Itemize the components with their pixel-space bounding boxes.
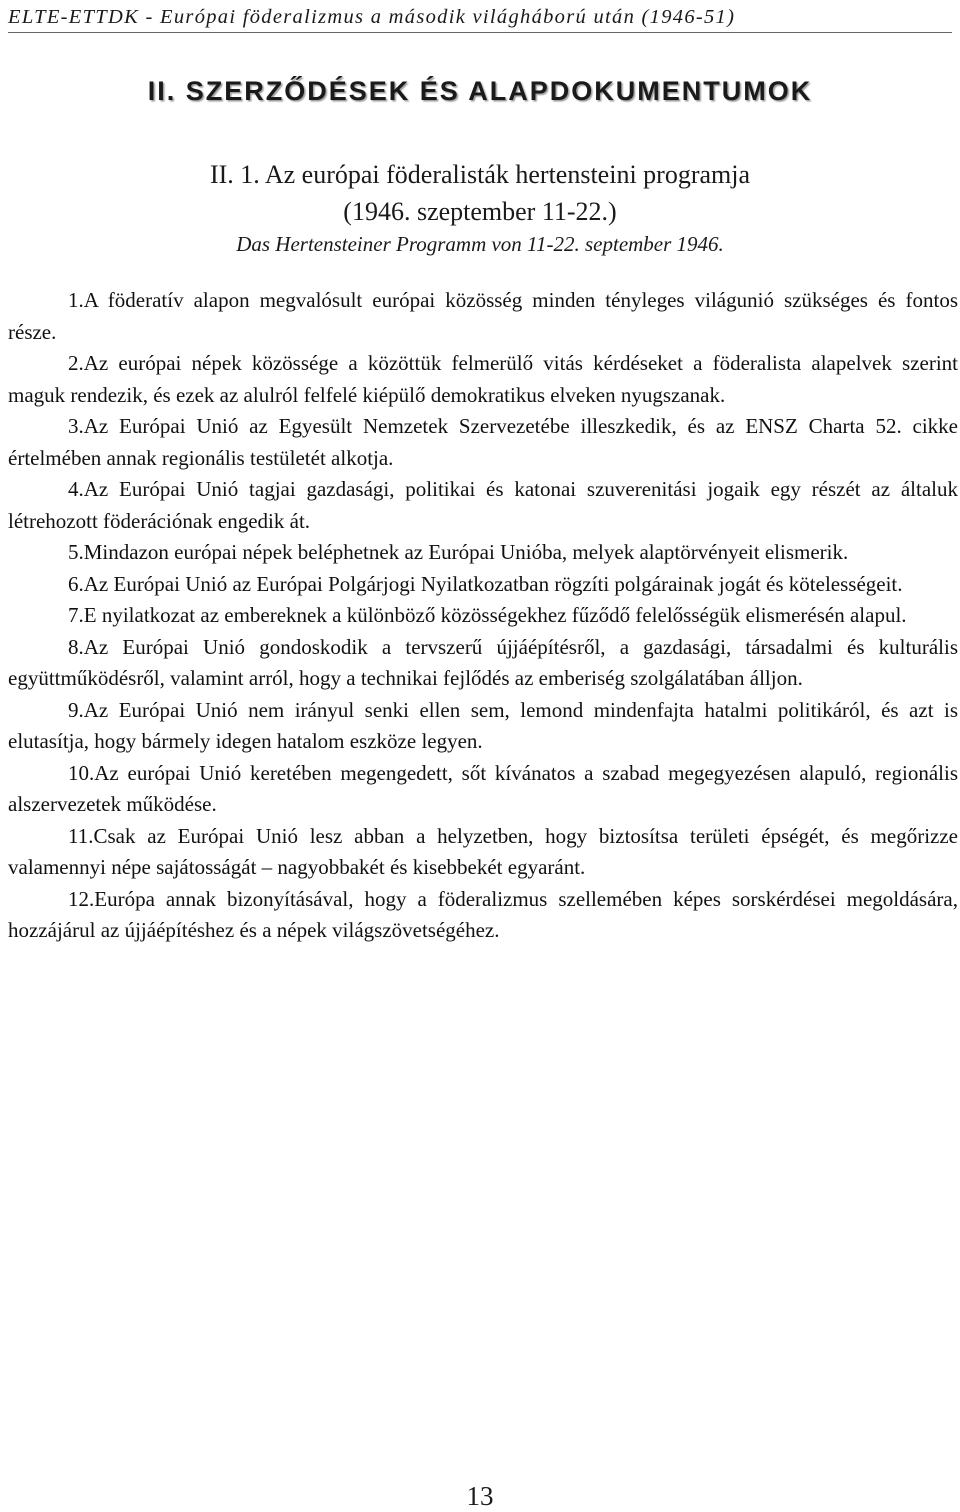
article-number: 11. [68,823,94,848]
article-10 [8,758,958,821]
article-9 [8,695,958,758]
article-text: Európa annak bizonyításával, hogy a föderalizmus szellemében képes sorskérdései megoldására, hozzájárul az újjáépítéshez és a népek világszövetségéhez. [8,886,958,942]
article-text: E nyilatkozat az embereknek a különböző közösségekhez fűződő felelősségük elismerésén alapul. [83,603,907,627]
article-7 [8,600,958,632]
article-text: Az európai népek közössége a közöttük felmerülő vitás kérdéseket a föderalista alapelvek szerint maguk rendezik, és ezek az alulról felfelé kiépülő demokratikus elveken nyugszanak. [8,351,958,407]
article-number: 10. [68,760,95,785]
article-6 [8,569,958,601]
article-text: Az Európai Unió az Egyesült Nemzetek Szervezetébe illeszkedik, és az ENSZ Charta 52. cikke értelmében annak regionális testületét alkotja. [8,414,958,470]
article-number: 8. [68,634,84,659]
article-text: Az európai Unió keretében megengedett, sőt kívánatos a szabad megegyezésen alapuló, regionális alszervezetek működése. [8,760,958,816]
article-number: 2. [68,351,84,375]
article-text: Mindazon európai népek beléphetnek az Európai Unióba, melyek alaptörvényeit elismerik. [83,540,849,564]
article-number: 7. [68,603,84,627]
article-4 [8,474,958,537]
article-text: Csak az Európai Unió lesz abban a helyzetben, hogy biztosítsa területi épségét, és megőrizze valamennyi népe sajátosságát – nagyobbakét és kisebbekét egyaránt. [8,823,958,879]
running-header: ELTE-ETTDK - Európai föderalizmus a második világháború után (1946-51) [8,2,952,33]
document-title-line-2: (1946. szeptember 11-22.) [343,197,617,226]
article-number: 12. [68,886,95,911]
page-number: 13 [466,1481,494,1511]
article-number: 5. [68,540,84,564]
document-title-line-1: II. 1. Az európai föderalisták hertensteini programja [209,160,751,189]
article-8 [8,632,958,695]
article-list [8,285,958,947]
article-2 [8,348,958,411]
article-number: 1. [68,288,84,312]
article-text: Az Európai Unió az Európai Polgárjogi Nyilatkozatban rögzíti polgárainak jogát és kötelességeit. [83,571,903,596]
article-12 [8,884,958,947]
document-subtitle: Das Hertensteiner Programm von 11-22. september 1946. [236,232,724,256]
article-text: Az Európai Unió tagjai gazdasági, politikai és katonai szuverenitási jogaik egy részét az általuk létrehozott föderációnak engedik át. [8,477,958,533]
article-1 [8,285,958,348]
article-text: Az Európai Unió nem irányul senki ellen sem, lemond mindenfajta hatalmi politikáról, és azt is elutasítja, hogy bármely idegen hatalom eszköze legyen. [8,697,958,753]
article-5 [8,537,958,569]
article-text: A föderatív alapon megvalósult európai közösség minden tényleges világunió szükséges és fontos része. [8,288,958,344]
article-number: 6. [68,571,84,596]
section-title: II. SZERZŐDÉSEK ÉS ALAPDOKUMENTUMOK [147,76,813,106]
article-number: 9. [68,697,84,722]
article-number: 3. [68,414,84,438]
article-number: 4. [68,477,84,501]
article-11 [8,821,958,884]
article-text: Az Európai Unió gondoskodik a tervszerű újjáépítésről, a gazdasági, társadalmi és kulturális együttműködésről, valamint arról, hogy a technikai fejlődés az emberiség szolgálatában álljon. [8,634,958,690]
article-3 [8,411,958,474]
